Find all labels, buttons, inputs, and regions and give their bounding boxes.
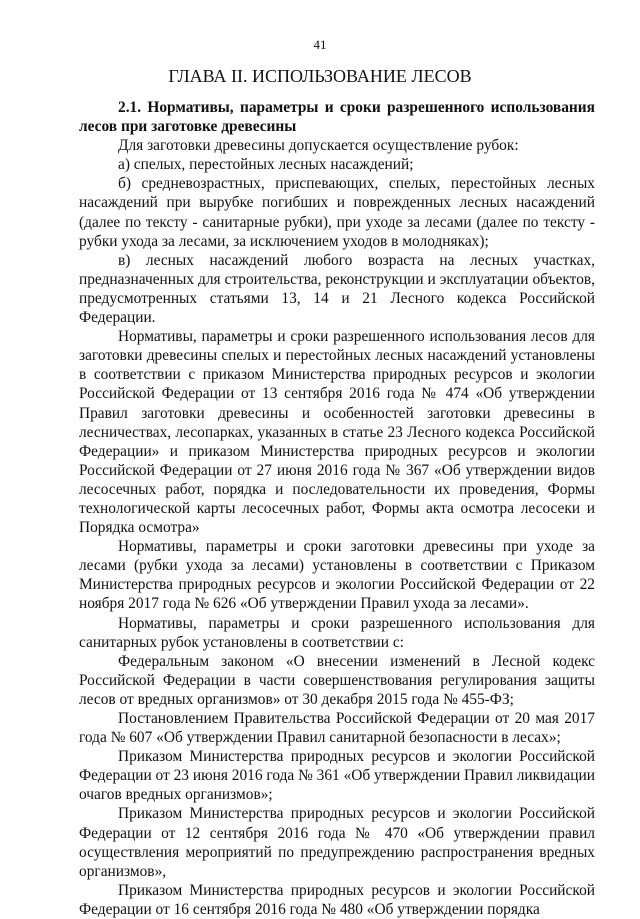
paragraph-item-v: в) лесных насаждений любого возраста на лесных участках, предназначенных для строительства, реконструкции и эксплуатации объектов, предусмотренных статьями 13, 14 и 21 Лесного кодекса Российской Федерации.: [79, 251, 595, 327]
section-title: 2.1. Нормативы, параметры и сроки разрешенного использования лесов при заготовке древесины: [79, 99, 595, 136]
chapter-title: ГЛАВА II. ИСПОЛЬЗОВАНИЕ ЛЕСОВ: [168, 66, 472, 86]
paragraph-order-470: Приказом Министерства природных ресурсов и экологии Российской Федерации от 12 сентября 2016 года № 470 «Об утверждении правил осуществления мероприятий по предупреждению распространения вредных организмов»,: [79, 805, 595, 880]
paragraph-order-361: Приказом Министерства природных ресурсов и экологии Российской Федерации от 23 июня 2016 года № 361 «Об утверждении Правил ликвидации очагов вредных организмов»;: [79, 748, 595, 804]
paragraph-thinning-norms: Нормативы, параметры и сроки заготовки древесины при уходе за лесами (рубки ухода за лесами) установлены в соответствии с Приказом Министерства природных ресурсов и экологии Российской Федерации от 22 ноября 2017 года № 626 «Об утверждении Правил ухода за лесами».: [79, 538, 595, 613]
document-body: [79, 98, 595, 919]
paragraph-sanitary-norms: Нормативы, параметры и сроки разрешенного использования для санитарных рубок установлены в соответствии с:: [79, 614, 595, 651]
page-number: 41: [313, 37, 327, 52]
paragraph-order-480: Приказом Министерства природных ресурсов и экологии Российской Федерации от 16 сентября 2016 года № 480 «Об утверждении порядка: [79, 881, 595, 918]
paragraph-item-b: б) средневозрастных, приспевающих, спелых, перестойных лесных насаждений при вырубке погибших и поврежденных лесных насаждений (далее по тексту - санитарные рубки), при уходе за лесами (далее по тексту - рубки ухода за лесами, за исключением уходов в молодняках);: [79, 175, 595, 250]
paragraph-item-a: а) спелых, перестойных лесных насаждений;: [118, 156, 414, 174]
paragraph-intro: Для заготовки древесины допускается осуществление рубок:: [118, 137, 519, 155]
paragraph-federal-law: Федеральным законом «О внесении изменений в Лесной кодекс Российской Федерации в части совершенствования регулирования защиты лесов от вредных организмов» от 30 декабря 2015 года № 455-ФЗ;: [79, 652, 595, 708]
paragraph-government-resolution: Постановлением Правительства Российской Федерации от 20 мая 2017 года № 607 «Об утверждении Правил санитарной безопасности в лесах»;: [79, 710, 595, 747]
paragraph-mature-stands-norms: Нормативы, параметры и сроки разрешенного использования лесов для заготовки древесины спелых и перестойных лесных насаждений установлены в соответствии с приказом Министерства природных ресурсов и экологии Российской Федерации от 13 сентября 2016 года № 474 «Об утверждении Правил заготовки древесины и особенностей заготовки древесины в лесничествах, лесопарках, указанных в статье 23 Лесного кодекса Российской Федерации» и приказом Министерства природных ресурсов и экологии Российской Федерации от 27 июня 2016 года № 367 «Об утверждении видов лесосечных работ, порядка и последовательности их проведения, Формы технологической карты лесосечных работ, Формы акта осмотра лесосеки и Порядка осмотра»: [79, 328, 595, 537]
